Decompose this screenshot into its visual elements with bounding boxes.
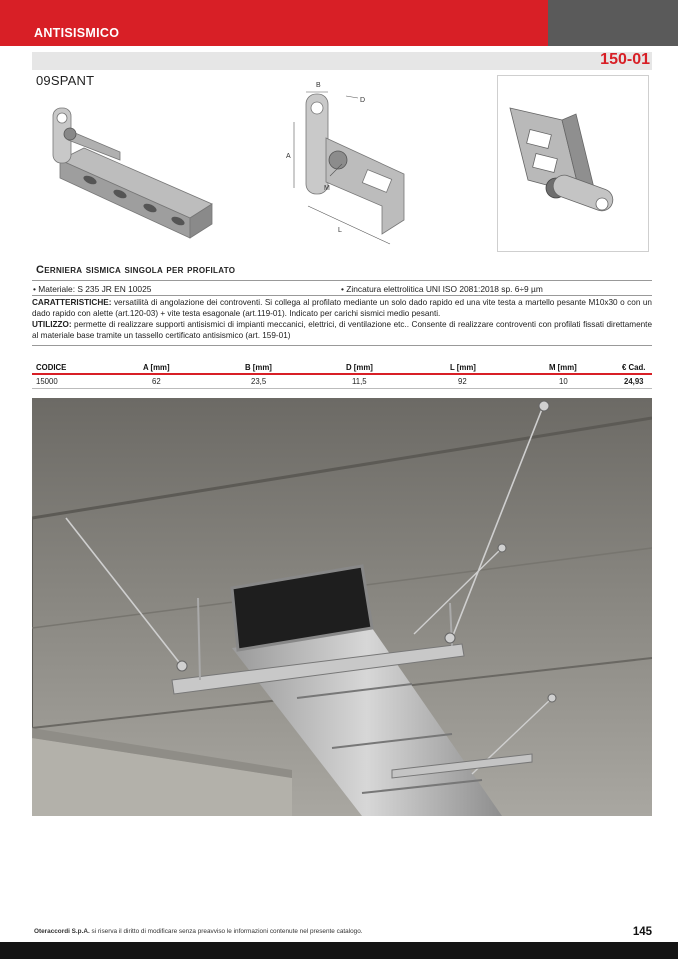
drawing-label-m: M	[324, 185, 330, 192]
product-photo-frame	[497, 75, 649, 252]
use-label: UTILIZZO:	[32, 320, 72, 329]
category-title: ANTISISMICO	[34, 26, 120, 40]
product-photo	[498, 76, 648, 251]
table-header-a: A [mm]	[143, 363, 170, 372]
product-title: Cerniera sismica singola per profilato	[36, 264, 236, 276]
footer-disclaimer	[34, 928, 363, 935]
drawing-label-d: D	[360, 97, 366, 104]
installation-photo	[32, 398, 652, 816]
table-cell-codice: 15000	[36, 377, 58, 386]
footer-disclaimer-text: si riserva il diritto di modificare senza preavviso le informazioni contenute nel presente catalogo.	[89, 928, 363, 935]
use-paragraph	[32, 320, 652, 341]
divider	[32, 295, 652, 296]
characteristics-label: CARATTERISTICHE:	[32, 298, 112, 307]
technical-drawing	[272, 78, 422, 256]
drawing-label-a: A	[286, 153, 291, 160]
product-image-assembly	[40, 100, 220, 250]
characteristics-text: versatilità di angolazione dei controventi. Si collega al profilato mediante un solo dado rapido ed una vite testa a martello pesante M10x30 o con un dado rapido con alette (art.120-03) + vite testa esagonale (art.119-01). Indicato per carichi sismici medio pesanti.	[32, 298, 652, 318]
code-strip	[32, 52, 652, 70]
use-text: permette di realizzare supporti antisismici di impianti meccanici, elettrici, di ventilazione etc.. Consente di realizzare controventi con profilati fissati direttamente al materiale base tramite un tassello certificato antisismico (art. 159-01)	[32, 320, 652, 340]
table-row-rule	[32, 388, 652, 389]
table-cell-b: 23,5	[251, 377, 267, 386]
table-cell-l: 92	[458, 377, 467, 386]
footer-bar	[0, 942, 678, 959]
product-code: 09SPANT	[36, 73, 95, 88]
divider	[32, 345, 652, 346]
drawing-label-b: B	[316, 82, 321, 89]
table-header-l: L [mm]	[450, 363, 476, 372]
footer-company: Oteraccordi S.p.A.	[34, 928, 90, 935]
spec-material: • Materiale: S 235 JR EN 10025	[33, 284, 152, 294]
table-header-m: M [mm]	[549, 363, 577, 372]
table-header-codice: CODICE	[36, 363, 67, 372]
table-cell-m: 10	[559, 377, 568, 386]
catalog-code-number: 150-01	[600, 51, 650, 68]
table-cell-d: 11,5	[352, 377, 367, 386]
drawing-label-l: L	[338, 227, 342, 234]
page-number: 145	[632, 926, 652, 938]
characteristics-paragraph	[32, 298, 652, 319]
table-header-rule	[32, 373, 652, 375]
divider	[32, 280, 652, 281]
table-cell-price: 24,93	[624, 377, 644, 386]
table-header-d: D [mm]	[346, 363, 373, 372]
table-cell-a: 62	[152, 377, 161, 386]
table-header-b: B [mm]	[245, 363, 272, 372]
spec-coating: • Zincatura elettrolitica UNI ISO 2081:2018 sp. 6÷9 µm	[341, 284, 543, 294]
table-header-price: € Cad.	[622, 363, 646, 372]
